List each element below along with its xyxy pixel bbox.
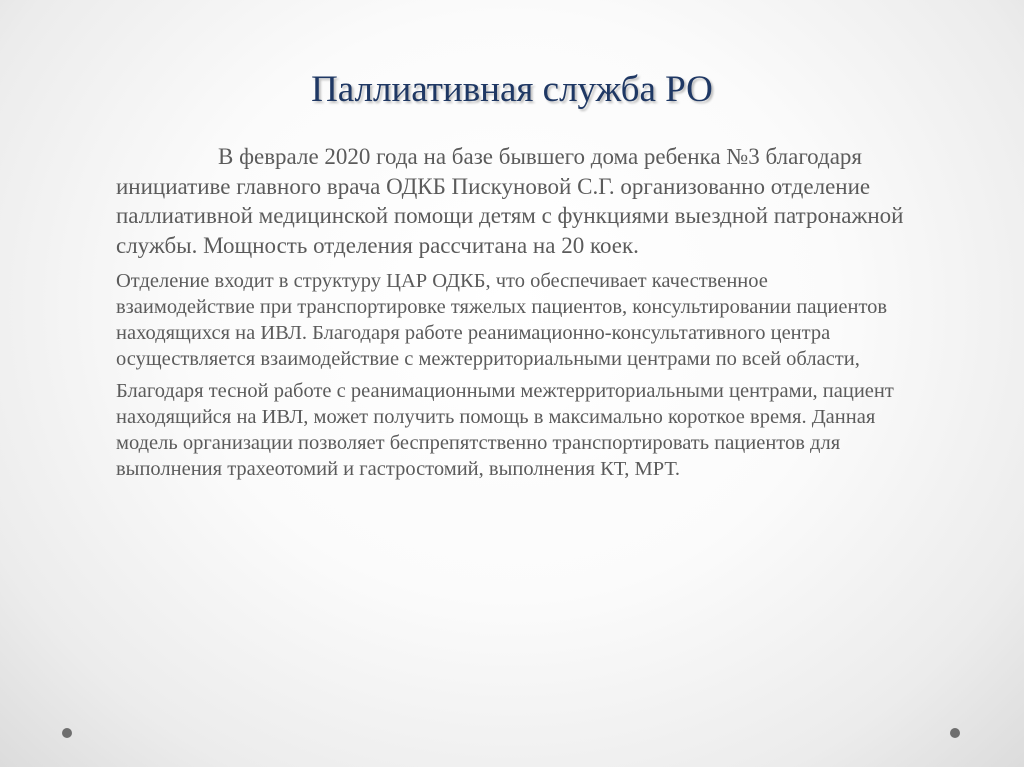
paragraph-cooperation: Благодаря тесной работе с реанимационными межтерриториальными центрами, пациент находящийся на ИВЛ, может получить помощь в максимально короткое время. Данная модель организации позволяет беспрепятственно транспортировать пациентов для выполнения трахеотомий и гастростомий, выполнения КТ, МРТ. bbox=[116, 380, 894, 480]
slide-body bbox=[116, 142, 906, 482]
slide-title: Паллиативная служба РО bbox=[311, 69, 713, 110]
paragraph-intro: В феврале 2020 года на базе бывшего дома ребенка №3 благодаря инициативе главного врача ОДКБ Пискуновой С.Г. организованно отделение паллиативной медицинской помощи детям с функциями выездной патронажной службы. Мощность отделения рассчитана на 20 коек. bbox=[116, 144, 904, 258]
decorative-dot-left bbox=[62, 728, 72, 738]
decorative-dot-right bbox=[950, 728, 960, 738]
paragraph-structure: Отделение входит в структуру ЦАР ОДКБ, что обеспечивает качественное взаимодействие при транспортировке тяжелых пациентов, консультировании пациентов находящихся на ИВЛ. Благодаря работе реанимационно-консультативного центра осуществляется взаимодействие с межтерриториальными центрами по всей области, bbox=[116, 270, 888, 370]
